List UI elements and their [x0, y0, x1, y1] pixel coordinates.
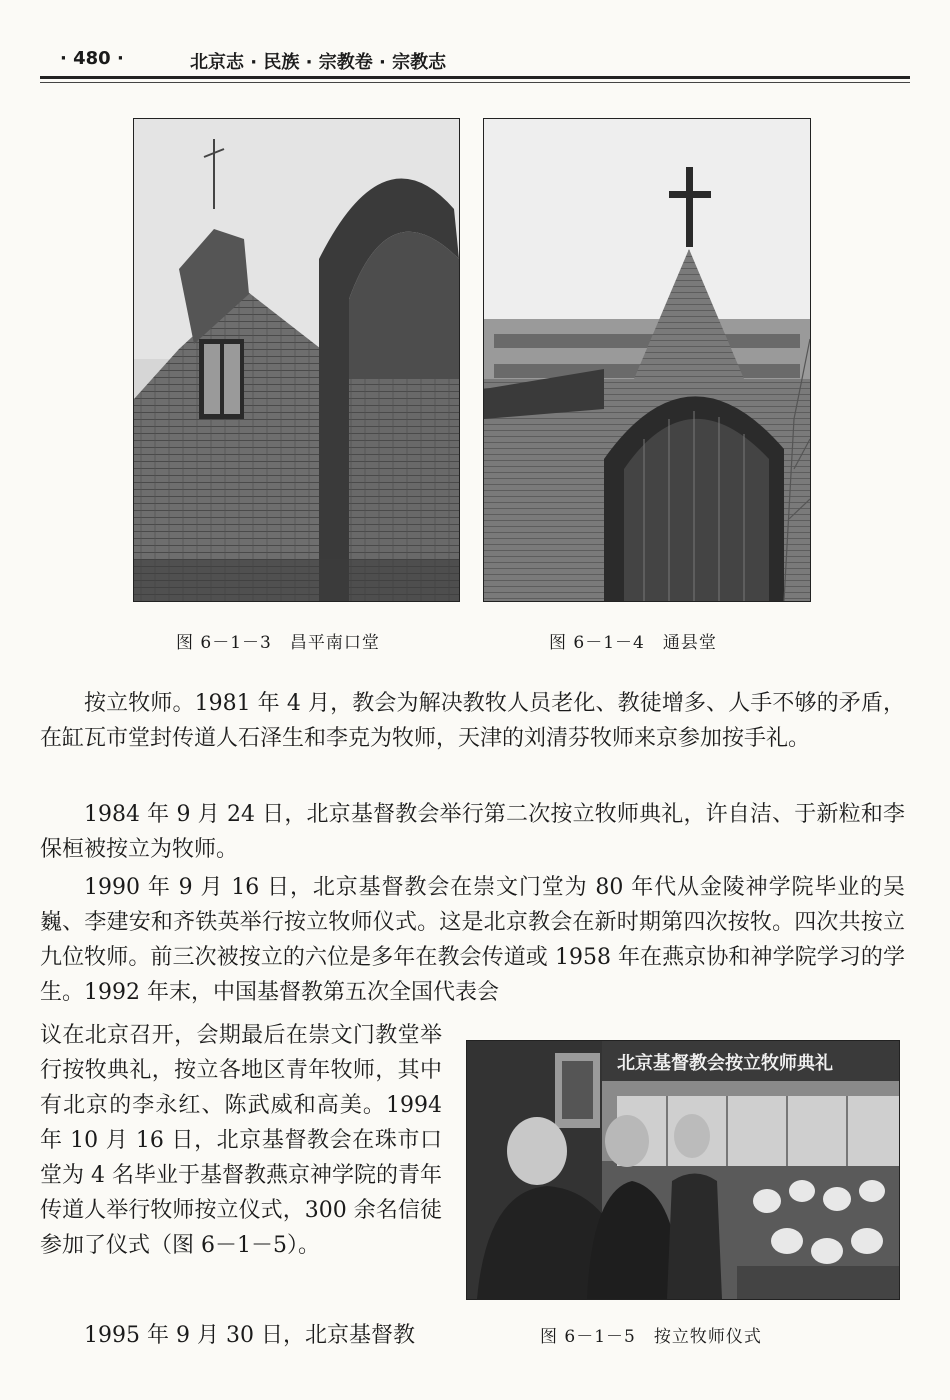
photo-tongxian-church	[483, 118, 811, 602]
paragraph: 1984 年 9 月 24 日，北京基督教会举行第二次按立牧师典礼，许自洁、于新粒和李保桓被按立为牧师。	[40, 802, 905, 862]
photo-ordination-ceremony	[466, 1040, 900, 1300]
page-number: · 480 ·	[60, 48, 124, 69]
paragraph: 1990 年 9 月 16 日，北京基督教会在崇文门堂为 80 年代从金陵神学院毕业的吴巍、李建安和齐铁英举行按立牧师仪式。这是北京教会在新时期第四次按牧。四次共按立九位牧师。前三次被按立的六位是多年在教会传道或 1958 年在燕京协和神学院学习的学生。1992 年末，中国基督教第五次全国代表会	[40, 875, 905, 1005]
photo-changping-church	[133, 118, 460, 602]
header-rule-thin	[40, 82, 910, 83]
paragraph: 议在北京召开，会期最后在崇文门教堂举行按牧典礼，按立各地区青年牧师，其中有北京的李永红、陈武威和高美。1994 年 10 月 16 日，北京基督教会在珠市口堂为 4 名毕业于基督教燕京神学院的青年传道人举行牧师按立仪式，300 余名信徒参加了仪式（图 6－1－5）。	[40, 1023, 442, 1258]
figure-caption: 图 6－1－4 通县堂	[549, 633, 717, 653]
paragraph: 1995 年 9 月 30 日，北京基督教	[84, 1323, 415, 1348]
figure-caption: 图 6－1－5 按立牧师仪式	[540, 1327, 762, 1347]
page-header	[40, 44, 910, 74]
banner-text: 北京基督教会按立牧师典礼	[617, 1053, 833, 1074]
header-rule-thick	[40, 76, 910, 79]
running-title: 北京志 · 民族 · 宗教卷 · 宗教志	[190, 52, 447, 73]
figure-caption: 图 6－1－3 昌平南口堂	[176, 633, 380, 653]
paragraph: 按立牧师。1981 年 4 月，教会为解决教牧人员老化、教徒增多、人手不够的矛盾，在缸瓦市堂封传道人石泽生和李克为牧师，天津的刘清芬牧师来京参加按手礼。	[40, 691, 905, 751]
